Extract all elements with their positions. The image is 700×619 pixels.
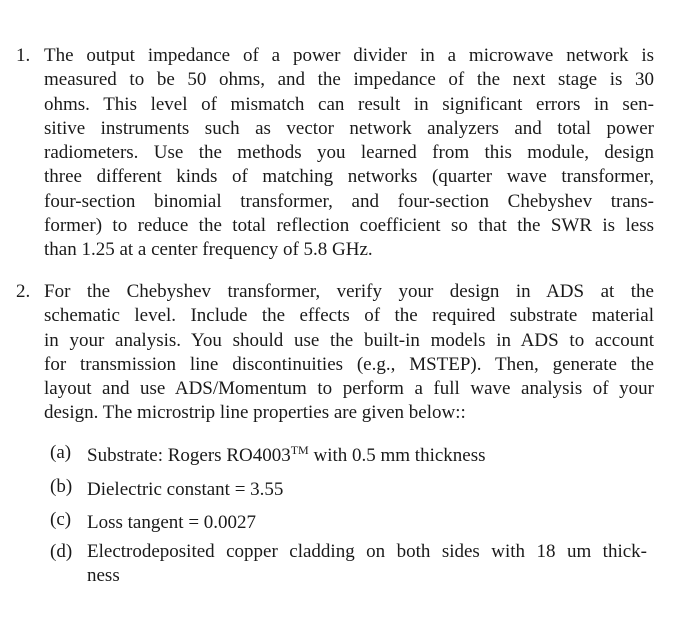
text-line: three different kinds of matching networks (quarter wave transformer, bbox=[44, 166, 654, 188]
question-1-number: 1. bbox=[16, 45, 31, 66]
text-line: layout and use ADS/Momentum to perform a full wave analysis of your bbox=[44, 378, 654, 400]
text-line: radiometers. Use the methods you learned from this module, design bbox=[44, 142, 654, 164]
text-line: ohms. This level of mismatch can result in significant errors in sen- bbox=[44, 93, 654, 115]
subitem-line: Electrodeposited copper cladding on both sides with 18 um thick- bbox=[87, 541, 647, 562]
trademark-sup: TM bbox=[290, 443, 309, 457]
question-2-number: 2. bbox=[16, 281, 31, 302]
subitem-label: (d) bbox=[50, 541, 73, 562]
text-line: sitive instruments such as vector network analyzers and total power bbox=[44, 117, 654, 139]
subitem-line: Dielectric constant = 3.55 bbox=[87, 479, 284, 500]
text-line: The output impedance of a power divider in a microwave network is bbox=[44, 45, 654, 66]
question-1-text bbox=[44, 44, 654, 263]
subitem-text bbox=[87, 540, 647, 588]
subitem-line: Loss tangent = 0.0027 bbox=[87, 512, 257, 533]
text-line: than 1.25 at a center frequency of 5.8 GHz. bbox=[44, 239, 373, 261]
text-line: former) to reduce the total reflection coefficient so that the SWR is less bbox=[44, 215, 654, 237]
subitem-label: (c) bbox=[50, 509, 72, 530]
question-2-text bbox=[44, 280, 654, 426]
text-line: measured to be 50 ohms, and the impedance of the next stage is 30 bbox=[44, 69, 654, 91]
text-line: four-section binomial transformer, and four-section Chebyshev trans- bbox=[44, 190, 654, 212]
text-line: schematic level. Include the effects of the required substrate material bbox=[44, 305, 654, 327]
subitem-text bbox=[87, 475, 647, 504]
text-line: design. The microstrip line properties are given below:: bbox=[44, 402, 466, 424]
substrate-text: Substrate: Rogers RO4003 bbox=[87, 445, 291, 466]
text-line: for transmission line discontinuities (e.g., MSTEP). Then, generate the bbox=[44, 353, 654, 375]
text-line: in your analysis. You should use the built-in models in ADS to account bbox=[44, 329, 654, 351]
text-line: For the Chebyshev transformer, verify your design in ADS at the bbox=[44, 281, 654, 302]
subitem-line bbox=[87, 441, 647, 470]
subitem-label: (b) bbox=[50, 476, 73, 497]
subitem-text bbox=[87, 508, 647, 537]
subitem-line: ness bbox=[87, 565, 120, 586]
subitem-label: (a) bbox=[50, 442, 72, 463]
subitem-text bbox=[87, 441, 647, 470]
substrate-thickness-text: with 0.5 mm thickness bbox=[308, 445, 486, 466]
